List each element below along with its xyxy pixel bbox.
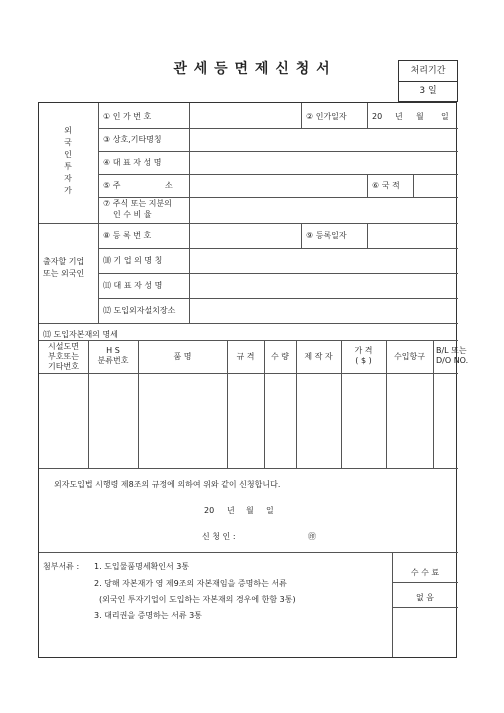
field-approval-date-label: ② 인가일자 bbox=[306, 112, 347, 121]
field-share-ratio-label-2: 인 수 비 율 bbox=[113, 210, 152, 219]
statement-date-year: 20 bbox=[204, 506, 215, 515]
processing-period-box bbox=[398, 60, 458, 102]
field-address-label: ⑤ 주 bbox=[103, 181, 121, 190]
field-share-ratio-label-1: ⑦ 주식 또는 지분의 bbox=[103, 199, 172, 208]
form-title: 관 세 등 면 제 신 청 서 bbox=[173, 61, 331, 77]
fee-value: 없 음 bbox=[416, 593, 434, 602]
col-price-header: 가 격 ( $ ) bbox=[354, 346, 373, 365]
statement-date-month-unit: 월 bbox=[246, 506, 254, 515]
application-statement: 외자도입법 시행령 제8조의 규정에 의하여 위와 같이 신청합니다. bbox=[54, 480, 281, 489]
attachments-label: 첨부서류 : bbox=[43, 562, 80, 571]
approval-date-day-unit: 일 bbox=[441, 112, 449, 121]
col-bl-do-header: B/L 또는 D/O NO. bbox=[436, 346, 469, 365]
processing-period-value: 3 일 bbox=[419, 86, 437, 96]
approval-date-month-unit: 월 bbox=[416, 112, 424, 121]
col-hs-code-header: H S 분류번호 bbox=[97, 346, 129, 365]
field-registration-number-label: ⑧ 등 록 번 호 bbox=[103, 231, 152, 240]
field-representative-label: ④ 대 표 자 성 명 bbox=[103, 158, 162, 167]
field-enterprise-representative-label: ⑾ 대 표 자 성 명 bbox=[103, 281, 163, 290]
attachment-item-1: 1. 도입물품명세확인서 3통 bbox=[94, 562, 190, 571]
col-spec-header: 규 격 bbox=[236, 352, 255, 361]
statement-date-year-unit: 년 bbox=[227, 506, 235, 515]
approval-date-year: 20 bbox=[372, 112, 383, 121]
col-manufacturer-header: 제 작 자 bbox=[304, 352, 333, 361]
field-nationality-label: ⑥ 국 적 bbox=[372, 181, 400, 190]
statement-date-day-unit: 일 bbox=[266, 506, 274, 515]
col-import-port-header: 수입항구 bbox=[394, 352, 425, 361]
field-approval-number-label: ① 인 가 번 호 bbox=[103, 112, 152, 121]
applicant-label: 신 청 인 : bbox=[202, 532, 236, 541]
company-side-label-1: 출자할 기업 bbox=[43, 257, 85, 266]
col-item-name-header: 품 명 bbox=[173, 352, 192, 361]
field-registration-date-label: ⑨ 등록일자 bbox=[306, 231, 347, 240]
col-drawing-number-header: 시설도면 부호또는 기타번호 bbox=[48, 342, 79, 371]
field-installation-place-label: ⑿ 도입외자설치장소 bbox=[103, 306, 176, 315]
company-side-label-2: 또는 외국인 bbox=[43, 269, 85, 278]
application-form-table bbox=[38, 102, 469, 658]
col-quantity-header: 수 량 bbox=[271, 352, 289, 361]
seal-mark: ㊞ bbox=[308, 532, 316, 541]
goods-section-label: ⒀ 도입자본재의 명세 bbox=[43, 330, 118, 339]
attachment-item-3: 3. 대리권을 증명하는 서류 3통 bbox=[94, 611, 202, 620]
fee-label: 수 수 료 bbox=[410, 568, 440, 577]
field-address-label-suffix: 소 bbox=[165, 181, 173, 190]
field-enterprise-name-label: ⑽ 기 업 의 명 칭 bbox=[103, 256, 163, 265]
processing-period-label: 처리기간 bbox=[399, 61, 457, 82]
foreign-investor-side-label: 외 국 인 투 자 가 bbox=[64, 126, 72, 195]
attachment-item-2: 2. 당해 자본재가 영 제9조의 자본재임을 증명하는 서류 bbox=[94, 579, 287, 588]
attachment-item-2-note: (외국인 투자기업이 도입하는 자본재의 경우에 한함 3통) bbox=[99, 595, 296, 604]
field-company-name-label: ③ 상호,기타명칭 bbox=[103, 135, 162, 144]
approval-date-year-unit: 년 bbox=[395, 112, 403, 121]
